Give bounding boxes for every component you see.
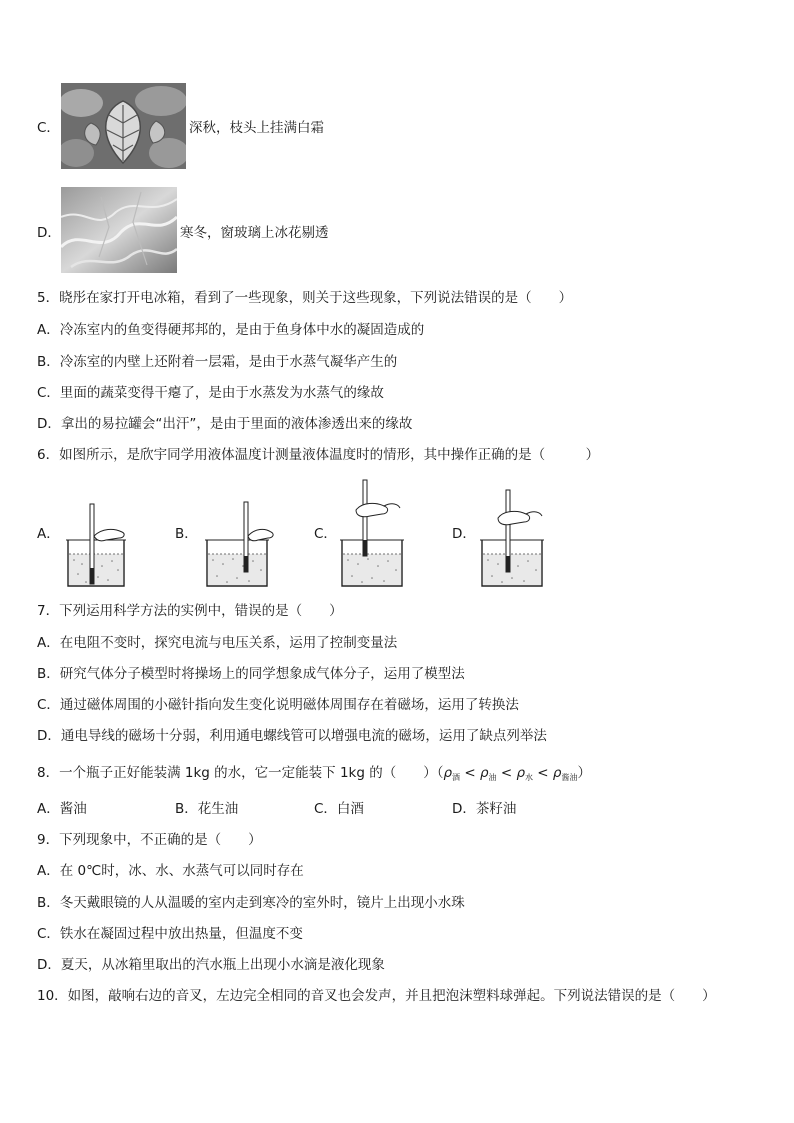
rho-symbol: ρ — [479, 765, 489, 781]
option-letter: D． — [37, 225, 61, 241]
q6-stem: 6．如图所示，是欣宇同学用液体温度计测量液体温度时的情形，其中操作正确的是（ ） — [37, 447, 600, 463]
q6-label-b: B． — [175, 526, 198, 542]
beaker-figure-b — [203, 498, 275, 590]
q9-option-a: A．在 0℃时，冰、水、水蒸气可以同时存在 — [37, 863, 304, 879]
subscript-oil: 油 — [488, 773, 497, 782]
q5-option-a: A．冷冻室内的鱼变得硬邦邦的，是由于鱼身体中水的凝固造成的 — [37, 322, 425, 338]
q8-option-c: C．白酒 — [314, 801, 364, 817]
q6-label-c: C． — [314, 526, 337, 542]
q4-option-d-text: 寒冬，窗玻璃上冰花剔透 — [180, 225, 329, 241]
rho-symbol: ρ — [443, 765, 453, 781]
q8-stem — [37, 764, 591, 787]
frost-leaf-photo — [61, 83, 186, 169]
q7-option-a: A．在电阻不变时，探究电流与电压关系，运用了控制变量法 — [37, 635, 398, 651]
q4-option-d — [37, 224, 61, 242]
q8-option-a: A．酱油 — [37, 801, 87, 817]
beaker-figure-c — [336, 478, 410, 590]
q7-option-b: B．研究气体分子模型时将操场上的同学想象成气体分子，运用了模型法 — [37, 666, 465, 682]
q8-option-d: D．茶籽油 — [452, 801, 517, 817]
q7-option-d: D．通电导线的磁场十分弱，利用通电螺线管可以增强电流的磁场，运用了缺点列举法 — [37, 728, 547, 744]
q7-option-c: C．通过磁体周围的小磁针指向发生变化说明磁体周围存在着磁场，运用了转换法 — [37, 697, 519, 713]
q8-stem-text: 8．一个瓶子正好能装满 1kg 的水，它一定能装下 1kg 的（ ）（ — [37, 765, 444, 781]
q8-option-b: B．花生油 — [175, 801, 239, 817]
q5-option-b: B．冷冻室的内壁上还附着一层霜，是由于水蒸气凝华产生的 — [37, 354, 398, 370]
subscript-soy-sauce: 酱油 — [561, 773, 578, 782]
ice-window-photo — [61, 187, 177, 273]
q10-stem: 10．如图，敲响右边的音叉，左边完全相同的音叉也会发声，并且把泡沫塑料球弹起。下列说法错误的是（ ） — [37, 988, 716, 1004]
beaker-figure-a — [64, 498, 134, 590]
q9-option-d: D．夏天，从冰箱里取出的汽水瓶上出现小水滴是液化现象 — [37, 957, 385, 973]
q4-option-c — [37, 119, 60, 137]
option-letter: C． — [37, 120, 60, 136]
q9-option-b: B．冬天戴眼镜的人从温暖的室内走到寒冷的室外时，镜片上出现小水珠 — [37, 895, 465, 911]
rho-symbol: ρ — [516, 765, 526, 781]
less-than-sign: < — [533, 765, 553, 781]
less-than-sign: < — [460, 765, 480, 781]
rho-symbol: ρ — [552, 765, 562, 781]
q5-stem: 5．晓彤在家打开电冰箱，看到了一些现象，则关于这些现象，下列说法错误的是（ ） — [37, 290, 573, 306]
subscript-alcohol: 酒 — [452, 773, 461, 782]
q6-label-d: D． — [452, 526, 476, 542]
closing-paren: ） — [577, 765, 591, 781]
beaker-figure-d — [476, 486, 550, 590]
q6-label-a: A． — [37, 526, 60, 542]
q4-option-c-text: 深秋，枝头上挂满白霜 — [189, 120, 324, 136]
q9-option-c: C．铁水在凝固过程中放出热量，但温度不变 — [37, 926, 303, 942]
q5-option-c: C．里面的蔬菜变得干瘪了，是由于水蒸发为水蒸气的缘故 — [37, 385, 384, 401]
less-than-sign: < — [496, 765, 517, 781]
subscript-water: 水 — [525, 773, 534, 782]
q9-stem: 9．下列现象中，不正确的是（ ） — [37, 832, 262, 848]
q7-stem: 7．下列运用科学方法的实例中，错误的是（ ） — [37, 603, 343, 619]
q5-option-d: D．拿出的易拉罐会“出汗”，是由于里面的液体渗透出来的缘故 — [37, 416, 413, 432]
